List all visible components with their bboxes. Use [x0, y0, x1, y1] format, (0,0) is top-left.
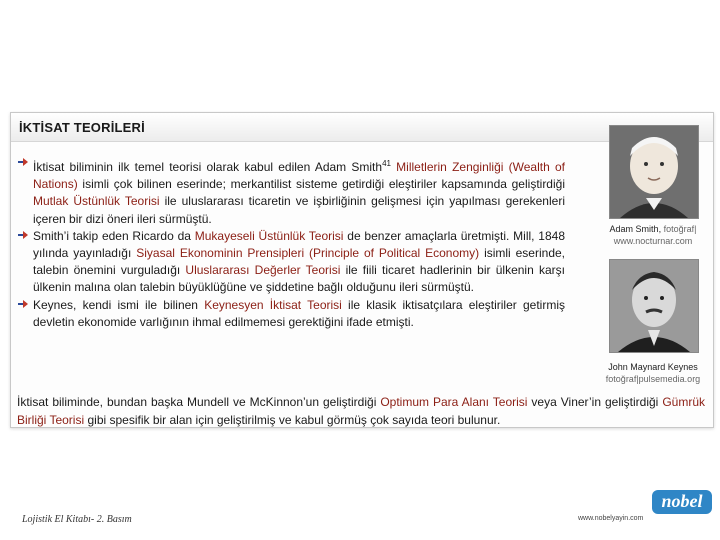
bullet-arrow-icon	[17, 229, 29, 246]
text-segment: ile klasik iktisatçılara eleştiriler getirmiş devletin ekonomide varlığının ihmal edilmemesi gerektiğini ifade etmişti.	[33, 297, 565, 329]
highlighted-term: Siyasal Ekonominin Prensipleri (Principle of Political Economy)	[136, 246, 480, 261]
text-segment: isimli eserinde, talebin önemini vurguladığı	[33, 246, 566, 278]
portrait-photo	[609, 125, 699, 219]
portrait-caption	[597, 361, 709, 385]
highlighted-term: Milletlerin Zenginliği (Wealth of Nations)	[33, 160, 565, 192]
bullet-arrow-icon	[17, 298, 29, 315]
portrait-credit: fotoğraf|pulsemedia.org	[605, 374, 701, 384]
portrait-photo	[609, 259, 699, 353]
text-segment: Smith’i takip eden Ricardo da	[33, 228, 195, 243]
highlighted-term: Mutlak Üstünlük Teorisi	[33, 194, 160, 209]
logo-text: nobel	[661, 491, 703, 511]
text-segment: ile uluslararası ticaretin ve işbirliğinin gelişmesi için yapılması gerekenleri içeren bir dizi öneri ileri sürmüştü.	[33, 194, 565, 226]
summary-paragraph	[17, 393, 705, 429]
nobel-logo	[652, 490, 712, 514]
bullet-item	[17, 297, 565, 331]
footer-book-title: Lojistik El Kitabı- 2. Basım	[22, 514, 132, 525]
content-panel	[10, 112, 714, 428]
slide-title: İKTİSAT TEORİLERİ	[19, 120, 145, 135]
highlighted-term: Keynesyen İktisat Teorisi	[204, 297, 342, 312]
footnote-ref: 41	[382, 159, 391, 168]
text-segment: veya Viner’in geliştirdiği	[527, 395, 663, 409]
portrait-name: Adam Smith,	[609, 224, 662, 234]
portrait-name: John Maynard Keynes	[608, 362, 698, 372]
title-bar	[11, 113, 713, 142]
highlighted-term: Uluslararası Değerler Teorisi	[185, 263, 341, 278]
portrait-credit: fotoğraf|	[661, 224, 697, 234]
text-segment: Keynes, kendi ismi ile bilinen	[33, 297, 205, 312]
highlighted-term: Optimum Para Alanı Teorisi	[380, 395, 528, 409]
footer-url[interactable]: www.nobelyayin.com	[578, 515, 644, 522]
text-segment: ile fiili ticaret hadlerinin bir ülkenin karşı ülkenin malına olan talebin büyüklüğüne ve şiddetine bağlı olduğunu ileri sürmüştü.	[33, 263, 565, 295]
bullet-arrow-icon	[17, 156, 29, 173]
text-segment: isimli çok bilinen eserinde; merkantilist sisteme getirdiği eleştiriler kapsamında geliştirdiği	[77, 177, 565, 192]
bullet-list	[17, 155, 565, 331]
text-segment: de benzer amaçlarla üretmişti. Mill, 1848 yılında yayınladığı	[33, 228, 565, 261]
highlighted-term: Mukayeseli Üstünlük Teorisi	[194, 228, 344, 243]
text-segment: İktisat biliminde, bundan başka Mundell ve McKinnon’un geliştirdiği	[17, 395, 381, 409]
text-segment: İktisat biliminin ilk temel teorisi olarak kabul edilen Adam Smith	[33, 160, 383, 174]
bullet-item	[17, 155, 565, 228]
portrait-caption	[597, 223, 709, 247]
text-segment: gibi spesifik bir alan için geliştirilmiş ve kabul görmüş çok sayıda teori bulunur.	[84, 413, 501, 427]
bullet-item	[17, 228, 565, 297]
portrait-source: www.nocturnar.com	[613, 236, 693, 246]
highlighted-term: Gümrük Birliği Teorisi	[17, 395, 705, 427]
